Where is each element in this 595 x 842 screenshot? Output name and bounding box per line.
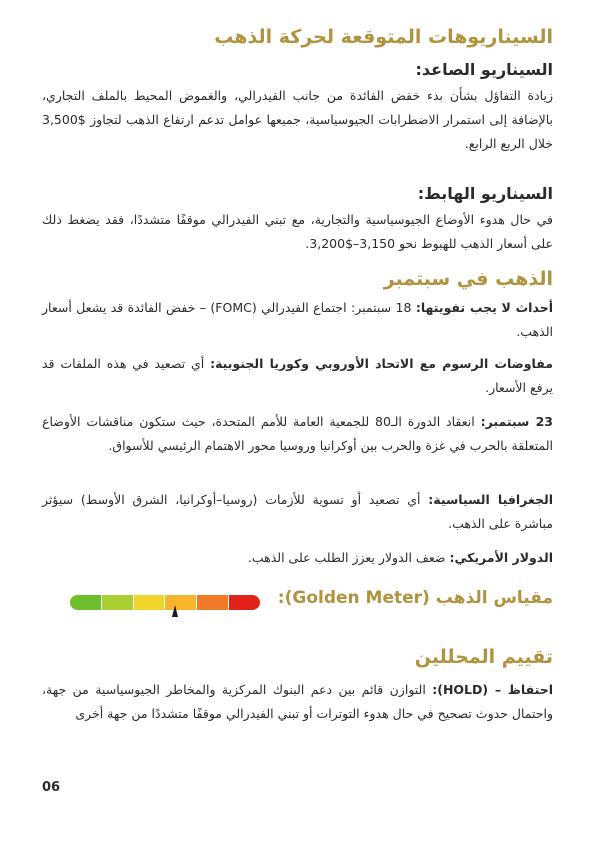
september-item-text: انعقاد الدورة الـ80 للجمعية العامة للأمم المتحدة، حيث ستكون مناقشات الأوضاع المتعلقة بالحرب في غزة والحرب بين أوكرانيا وروسيا محور الاهتمام الرئيسي للأسواق. xyxy=(42,414,553,453)
golden-meter-segment xyxy=(134,595,166,610)
analysts-rating-lead: احتفاظ – (HOLD): xyxy=(432,682,553,697)
september-item-lead: 23 سبتمبر: xyxy=(480,414,553,429)
golden-meter-segment xyxy=(197,595,229,610)
september-item-lead: أحداث لا يجب تفويتها: xyxy=(415,300,553,315)
september-item xyxy=(42,410,553,458)
bullish-text: زيادة التفاؤل بشأن بدء خفض الفائدة من جانب الفيدرالي، والغموض المحيط بالملف التجاري، بالإضافة إلى استمرار الاضطرابات الجيوسياسية، جميعها عوامل تدعم ارتفاع الذهب لتجاوز $3,500 خلال الربع الرابع. xyxy=(42,88,553,151)
september-item xyxy=(42,352,553,400)
golden-meter-segment xyxy=(70,595,102,610)
september-item-lead: الجغرافيا السياسية: xyxy=(428,492,553,507)
september-heading: الذهب في سبتمبر xyxy=(383,268,553,290)
golden-meter-segment xyxy=(165,595,197,610)
bearish-text: في حال هدوء الأوضاع الجيوسياسية والتجارية، مع تبني الفيدرالي موقفًا متشددًا، فقد يضغط ذلك على أسعار الذهب للهبوط نحو 3,150–$3,200. xyxy=(42,212,553,251)
analysts-rating-text: التوازن قائم بين دعم البنوك المركزية والمخاطر الجيوسياسية من جهة، واحتمال حدوث تصحيح في حال هدوء التوترات أو تبني الفيدرالي موقفًا متشددًا من جهة أخرى xyxy=(42,682,553,721)
golden-meter xyxy=(70,588,553,618)
golden-meter-needle-icon xyxy=(172,605,178,617)
analysts-heading: تقييم المحللين xyxy=(414,646,553,668)
golden-meter-bar xyxy=(70,595,260,610)
golden-meter-segment xyxy=(102,595,134,610)
page-number: 06 xyxy=(42,780,61,795)
september-item-text: أي تصعيد أو تسوية للأزمات (روسيا–أوكرانيا، الشرق الأوسط) سيؤثر مباشرة على الذهب. xyxy=(42,492,553,531)
september-item-lead: مفاوضات الرسوم مع الاتحاد الأوروبي وكوريا الجنوبية: xyxy=(210,356,553,371)
bearish-heading: السيناريو الهابط: xyxy=(417,184,553,203)
september-item-text: 18 سبتمبر: اجتماع الفيدرالي (FOMC) – خفض الفائدة قد يشعل أسعار الذهب. xyxy=(42,300,553,339)
september-item xyxy=(42,296,553,344)
golden-meter-segment xyxy=(229,595,260,610)
september-item-text: ضعف الدولار يعزز الطلب على الذهب. xyxy=(247,550,450,565)
page-title: السيناريوهات المتوقعة لحركة الذهب xyxy=(214,26,553,48)
analysts-rating xyxy=(42,678,553,726)
golden-meter-label: مقياس الذهب (Golden Meter): xyxy=(277,588,553,608)
september-item xyxy=(42,488,553,536)
september-item xyxy=(42,546,553,570)
september-item-text: أي تصعيد في هذه الملفات قد يرفع الأسعار. xyxy=(42,356,553,395)
bullish-heading: السيناريو الصاعد: xyxy=(415,60,553,79)
september-item-lead: الدولار الأمريكي: xyxy=(449,550,553,565)
